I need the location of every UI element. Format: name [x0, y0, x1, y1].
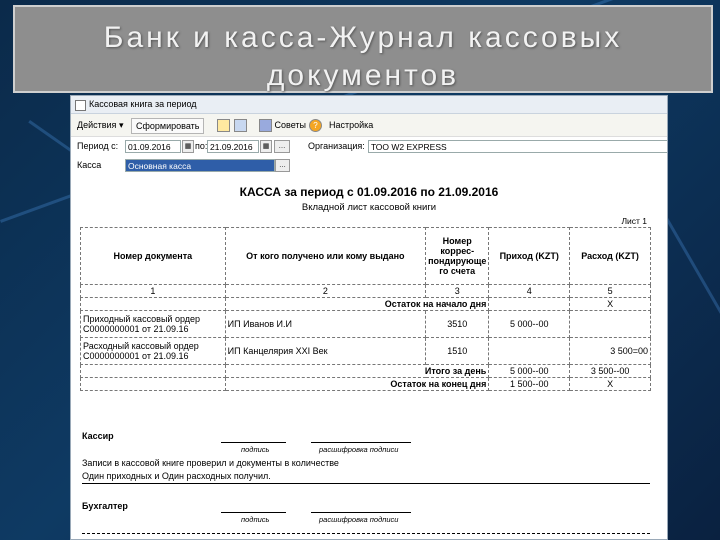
settings-button[interactable]: Настройка [329, 120, 374, 130]
totals-row [81, 365, 651, 378]
report-title: КАССА за период с 01.09.2016 по 21.09.2016 [239, 185, 499, 199]
row-account: 1510 [426, 338, 489, 365]
column-number-row [81, 285, 651, 298]
table-header-row [81, 228, 651, 285]
cash-input[interactable]: Основная касса [125, 159, 275, 172]
opening-label: Остаток на начало дня [225, 298, 489, 311]
date-from-input[interactable]: 01.09.2016 [125, 140, 181, 153]
totals-income: 5 000--00 [489, 365, 570, 378]
save-icon[interactable] [234, 118, 247, 132]
table-row [81, 311, 651, 338]
totals-expense: 3 500--00 [570, 365, 651, 378]
calendar-to-icon[interactable]: ▦ [260, 140, 272, 153]
note-line-1: Записи в кассовой книге проверил и документы в количестве [82, 458, 339, 468]
cashier-sign-line [221, 442, 286, 443]
closing-income: 1 500--00 [489, 378, 570, 391]
accountant-decode-line [311, 512, 411, 513]
row-doc[interactable]: Приходный кассовый ордер С0000000001 от 21.09.16 [81, 311, 226, 338]
window-icon [75, 100, 86, 111]
closing-balance-row [81, 378, 651, 391]
cashier-label: Кассир [82, 431, 114, 441]
filter-form [71, 137, 667, 177]
to-label: по: [195, 141, 208, 151]
cashier-sign-caption: подпись [241, 445, 270, 454]
report-document [71, 177, 667, 539]
row-income: 5 000--00 [489, 311, 570, 338]
row-account: 3510 [426, 311, 489, 338]
header-income: Приход (KZT) [489, 228, 570, 285]
slide-title-box [13, 5, 713, 93]
period-select-button[interactable]: … [274, 140, 290, 153]
table-row [81, 338, 651, 365]
cashier-decode-line [311, 442, 411, 443]
cash-label: Касса [77, 160, 102, 170]
row-doc[interactable]: Расходный кассовый ордер С0000000001 от 21.09.16 [81, 338, 226, 365]
accountant-decode-caption: расшифровка подписи [319, 515, 399, 524]
accountant-sign-line [221, 512, 286, 513]
opening-balance-row [81, 298, 651, 311]
org-label: Организация: [308, 141, 365, 151]
org-input[interactable]: ТОО W2 EXPRESS [368, 140, 668, 153]
header-corr-account: Номер коррес-пондирующе го счета [426, 228, 489, 285]
row-expense [570, 311, 651, 338]
col-num: 5 [570, 285, 651, 298]
period-label: Период с: [77, 141, 119, 151]
header-doc-no: Номер документа [81, 228, 226, 285]
generate-button[interactable]: Сформировать [131, 118, 204, 134]
actions-menu[interactable]: Действия ▾ [77, 120, 124, 130]
toolbar [71, 114, 667, 137]
window-titlebar [71, 96, 667, 114]
date-to-input[interactable]: 21.09.2016 [207, 140, 259, 153]
cashbook-window [70, 95, 668, 540]
header-from-to: От кого получено или кому выдано [225, 228, 425, 285]
report-subtitle: Вкладной лист кассовой книги [301, 202, 437, 213]
help-icon[interactable]: ? [309, 118, 322, 132]
cashier-decode-caption: расшифровка подписи [319, 445, 399, 454]
sheet-number: Лист 1 [621, 216, 647, 226]
accountant-label: Бухгалтер [82, 501, 128, 511]
row-who: ИП Канцелярия XXI Век [225, 338, 425, 365]
bottom-divider [82, 533, 650, 534]
row-expense: 3 500=00 [570, 338, 651, 365]
cashbook-table [80, 227, 651, 391]
opening-value: X [570, 298, 651, 311]
slide-title: Банк и касса-Журнал кассовых документов [103, 21, 623, 92]
row-income [489, 338, 570, 365]
window-title: Кассовая книга за период [89, 99, 197, 109]
closing-label: Остаток на конец дня [225, 378, 489, 391]
advice-button[interactable]: Советы [259, 118, 306, 132]
note-line-2: Один приходных и Один расходных получил. [82, 471, 271, 481]
closing-expense: X [570, 378, 651, 391]
header-expense: Расход (KZT) [570, 228, 651, 285]
totals-label: Итого за день [225, 365, 489, 378]
calendar-from-icon[interactable]: ▦ [182, 140, 194, 153]
print-icon[interactable] [217, 118, 230, 132]
accountant-sign-caption: подпись [241, 515, 270, 524]
cash-select-button[interactable]: … [275, 159, 290, 172]
col-num: 1 [81, 285, 226, 298]
row-who: ИП Иванов И.И [225, 311, 425, 338]
note-underline [82, 483, 650, 484]
col-num: 4 [489, 285, 570, 298]
col-num: 3 [426, 285, 489, 298]
col-num: 2 [225, 285, 425, 298]
